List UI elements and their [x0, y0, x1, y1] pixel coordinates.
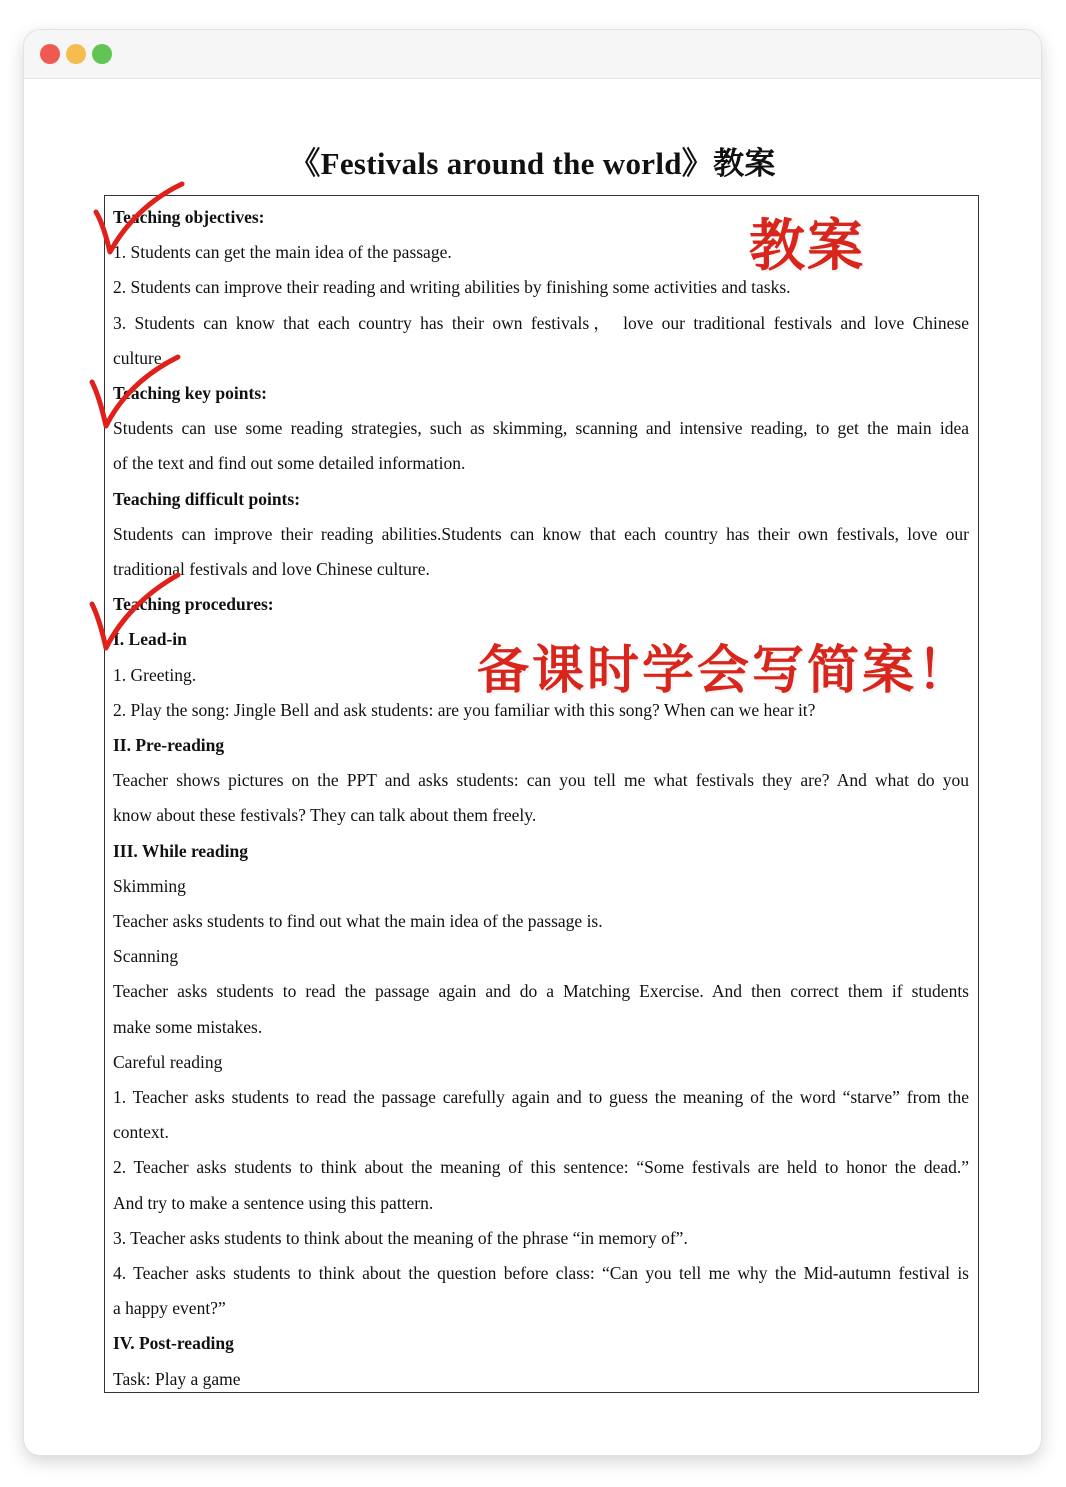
text-line: Teacher asks students to find out what the main idea of the passage is.	[113, 911, 603, 931]
app-window	[24, 30, 1041, 1455]
check-mark-icon	[84, 352, 184, 432]
window-titlebar	[24, 30, 1041, 79]
minimize-window-button[interactable]	[66, 44, 86, 64]
stamp-lesson-plan: 教案	[749, 214, 865, 279]
text-line: context.	[113, 1122, 169, 1143]
text-line: 4. Teacher asks students to think about the question before class: “Can you tell me why the Mid-autumn festival is	[113, 1263, 969, 1283]
text-line: Students can improve their reading abilities.Students can know that each country has their own festivals, love our	[113, 523, 969, 544]
text-line: traditional festivals and love Chinese culture.	[113, 559, 430, 579]
text-line: Task: Play a game	[113, 1368, 241, 1389]
text-line: 1. Greeting.	[113, 664, 197, 685]
section-heading: II. Pre-reading	[113, 735, 225, 755]
section-heading: Teaching difficult points:	[113, 488, 301, 509]
text-line: Skimming	[113, 875, 186, 896]
check-mark-icon	[88, 180, 188, 260]
document-title: 《Festivals around the world》教案	[289, 146, 776, 181]
zoom-window-button[interactable]	[92, 44, 112, 64]
close-window-button[interactable]	[40, 44, 60, 64]
section-heading: III. While reading	[113, 840, 249, 861]
text-line: culture.	[113, 347, 166, 368]
section-heading: I. Lead-in	[113, 629, 187, 650]
text-line: a happy event?”	[113, 1298, 226, 1319]
text-line: 1. Students can get the main idea of the passage.	[113, 242, 452, 263]
text-line: know about these festivals? They can talk about them freely.	[113, 805, 537, 826]
section-heading: Teaching key points:	[113, 383, 267, 403]
text-line: 3. Students can know that each country has their own festivals， love our traditional festivals and love Chinese	[113, 312, 969, 333]
text-line: Teacher asks students to read the passage again and do a Matching Exercise. And then correct them if students	[113, 981, 969, 1002]
text-line: Careful reading	[113, 1051, 223, 1072]
stamp-brief-plan: 备课时学会写简案！	[477, 641, 973, 701]
text-line: 1. Teacher asks students to read the passage carefully again and to guess the meaning of the word “starve” from the	[113, 1087, 969, 1107]
text-line: Scanning	[113, 946, 179, 967]
check-mark-icon	[84, 570, 184, 654]
text-line: 2. Play the song: Jingle Bell and ask students: are you familiar with this song? When can we hear it?	[113, 699, 816, 720]
text-line: And try to make a sentence using this pattern.	[113, 1192, 434, 1213]
text-line: 2. Teacher asks students to think about the meaning of this sentence: “Some festivals are held to honor the dead.”	[113, 1157, 969, 1178]
text-line: 3. Teacher asks students to think about the meaning of the phrase “in memory of”.	[113, 1227, 688, 1248]
text-line: Students can use some reading strategies, such as skimming, scanning and intensive reading, to get the main idea	[113, 418, 969, 439]
section-heading: Teaching procedures:	[113, 594, 274, 615]
text-line: make some mistakes.	[113, 1016, 263, 1037]
text-line: 2. Students can improve their reading and writing abilities by finishing some activities and tasks.	[113, 277, 791, 298]
section-heading: Teaching objectives:	[113, 207, 265, 227]
text-line: of the text and find out some detailed information.	[113, 453, 466, 474]
text-line: Teacher shows pictures on the PPT and asks students: can you tell me what festivals they are? And what do you	[113, 770, 969, 791]
section-heading: IV. Post-reading	[113, 1333, 234, 1354]
